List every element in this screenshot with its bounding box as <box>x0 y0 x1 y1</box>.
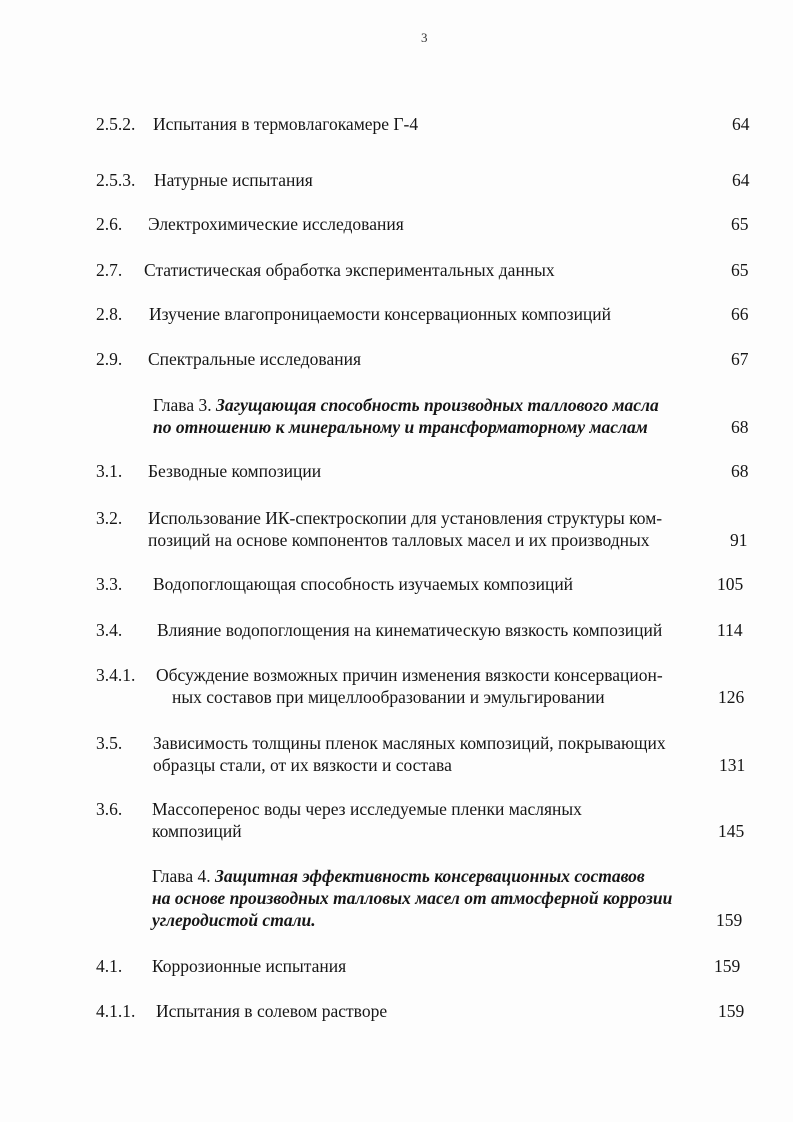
toc-page: 91 <box>730 530 748 550</box>
toc-number: 2.5.3. <box>96 170 136 190</box>
toc-title: Испытания в солевом растворе <box>156 1001 388 1021</box>
chapter-line-1 <box>153 395 659 416</box>
toc-title-line-1: Массоперенос воды через исследуемые пленки масляных <box>152 799 582 819</box>
toc-number: 3.1. <box>96 461 123 481</box>
toc-number: 4.1. <box>96 956 123 976</box>
toc-page: 68 <box>731 461 749 481</box>
toc-title: Электрохимические исследования <box>148 214 404 234</box>
toc-title-line-2: ных составов при мицеллообразовании и эмульгировании <box>172 687 605 707</box>
toc-title-line-1: Зависимость толщины пленок масляных композиций, покрывающих <box>153 733 666 753</box>
toc-page: 126 <box>718 687 745 707</box>
toc-page: 65 <box>731 214 749 234</box>
toc-page: 64 <box>732 170 750 190</box>
toc-page: 159 <box>718 1001 745 1021</box>
toc-page: 64 <box>732 114 750 134</box>
toc-number: 3.4.1. <box>96 665 136 685</box>
toc-title: Коррозионные испытания <box>152 956 347 976</box>
toc-page: 66 <box>731 304 749 324</box>
toc-title: Спектральные исследования <box>148 349 361 369</box>
toc-page: 114 <box>717 620 743 640</box>
toc-title: Водопоглощающая способность изучаемых композиций <box>153 574 574 594</box>
toc-number: 2.6. <box>96 214 123 234</box>
chapter-line-1 <box>152 866 645 887</box>
toc-title: Изучение влагопроницаемости консервационных композиций <box>149 304 612 324</box>
chapter-prefix: Глава 4. <box>152 866 215 886</box>
toc-number: 2.8. <box>96 304 123 324</box>
chapter-prefix: Глава 3. <box>153 395 216 415</box>
toc-page: 159 <box>714 956 741 976</box>
toc-number: 3.4. <box>96 620 123 640</box>
toc-page: 131 <box>719 755 746 775</box>
toc-title-line-2: позиций на основе компонентов талловых масел и их производных <box>148 530 650 550</box>
toc-number: 3.3. <box>96 574 123 594</box>
toc-page: 145 <box>718 821 745 841</box>
toc-number: 3.6. <box>96 799 123 819</box>
toc-number: 2.5.2. <box>96 114 136 134</box>
toc-number: 3.5. <box>96 733 123 753</box>
chapter-title: Защитная эффективность консервационных составов <box>214 866 645 886</box>
toc-number: 2.9. <box>96 349 123 369</box>
toc-page: 67 <box>731 349 749 369</box>
toc-title: Испытания в термовлагокамере Г-4 <box>153 114 419 134</box>
toc-title-line-1: Использование ИК-спектроскопии для установления структуры ком- <box>148 508 663 528</box>
chapter-title-line-2: по отношению к минеральному и трансформаторному маслам <box>153 417 648 437</box>
toc-page: 159 <box>716 910 743 930</box>
chapter-title: Загущающая способность производных таллового масла <box>215 395 659 415</box>
toc-title: Безводные композиции <box>148 461 322 481</box>
toc-title-line-2: образцы стали, от их вязкости и состава <box>153 755 452 775</box>
toc-number: 3.2. <box>96 508 123 528</box>
toc-title: Влияние водопоглощения на кинематическую вязкость композиций <box>157 620 663 640</box>
toc-number: 4.1.1. <box>96 1001 136 1021</box>
page-number: 3 <box>421 30 428 45</box>
toc-title-line-2: композиций <box>152 821 242 841</box>
toc-page: 68 <box>731 417 749 437</box>
chapter-title-line-3: углеродистой стали. <box>152 910 316 930</box>
toc-title-line-1: Обсуждение возможных причин изменения вязкости консервацион- <box>156 665 663 685</box>
toc-title: Статистическая обработка экспериментальных данных <box>144 260 555 280</box>
toc-title: Натурные испытания <box>154 170 313 190</box>
toc-page: 65 <box>731 260 749 280</box>
toc-number: 2.7. <box>96 260 123 280</box>
toc-page: 105 <box>717 574 744 594</box>
chapter-title-line-2: на основе производных талловых масел от атмосферной коррозии <box>152 888 673 908</box>
